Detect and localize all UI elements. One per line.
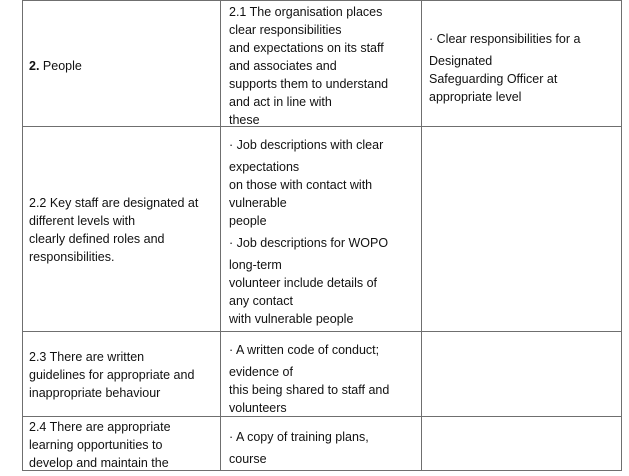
row-4-col-1-cell [29, 418, 171, 472]
cell-line: Designated [429, 54, 493, 68]
row-3-col-1-cell [29, 348, 194, 402]
cell-line: with vulnerable people [229, 312, 354, 326]
cell-line: learning opportunities to [29, 438, 163, 452]
cell-line: 2.1 The organisation places [229, 5, 383, 19]
cell-line: 2.4 There are appropriate [29, 420, 171, 434]
row-2-col-1-cell [29, 194, 198, 266]
row-1-col-2-cell [229, 3, 388, 129]
cell-line: expectations [229, 160, 300, 174]
row-4-col-2-cell [229, 428, 369, 468]
cell-line: · Job descriptions with clear [229, 138, 384, 152]
cell-line: guidelines for appropriate and [29, 368, 195, 382]
cell-line: supports them to understand [229, 77, 389, 91]
cell-line: volunteers [229, 401, 287, 415]
cell-line: develop and maintain the [29, 456, 169, 470]
cell-line: course [229, 452, 267, 466]
cell-line: different levels with [29, 214, 136, 228]
cell-line: Safeguarding Officer at [429, 72, 558, 86]
cell-line: clear responsibilities [229, 23, 342, 37]
section-number: 2. [29, 59, 40, 73]
cell-line: any contact [229, 294, 293, 308]
cell-line: 2.2 Key staff are designated at [29, 196, 199, 210]
cell-line: inappropriate behaviour [29, 386, 161, 400]
table-left-border [22, 0, 23, 471]
cell-line: · A copy of training plans, [229, 430, 369, 444]
row-1-col-3-cell [429, 30, 580, 106]
cell-line: these [229, 113, 260, 127]
section-title: People [39, 59, 82, 73]
cell-line: this being shared to staff and [229, 383, 390, 397]
cell-line: · Job descriptions for WOPO [229, 236, 389, 250]
table-top-border [22, 0, 622, 1]
table-right-border [621, 0, 622, 471]
cell-line: long-term [229, 258, 282, 272]
cell-line: and expectations on its staff [229, 41, 384, 55]
column-divider-1 [220, 0, 221, 471]
row-3-col-2-cell [229, 341, 389, 417]
cell-line: · A written code of conduct; [229, 343, 380, 357]
cell-line: and associates and [229, 59, 337, 73]
cell-line: vulnerable [229, 196, 287, 210]
cell-line: on those with contact with [229, 178, 373, 192]
row-1-col-1-cell [29, 57, 82, 75]
cell-line: · Clear responsibilities for a [429, 32, 581, 46]
cell-line: responsibilities. [29, 250, 115, 264]
row-2-col-2-cell [229, 136, 388, 328]
cell-line: evidence of [229, 365, 293, 379]
section-heading [29, 57, 82, 75]
cell-line: and act in line with [229, 95, 332, 109]
cell-line: volunteer include details of [229, 276, 378, 290]
cell-line: people [229, 214, 267, 228]
row-divider-2 [22, 331, 622, 332]
cell-line: appropriate level [429, 90, 522, 104]
column-divider-2 [421, 0, 422, 471]
cell-line: 2.3 There are written [29, 350, 145, 364]
cell-line: clearly defined roles and [29, 232, 165, 246]
